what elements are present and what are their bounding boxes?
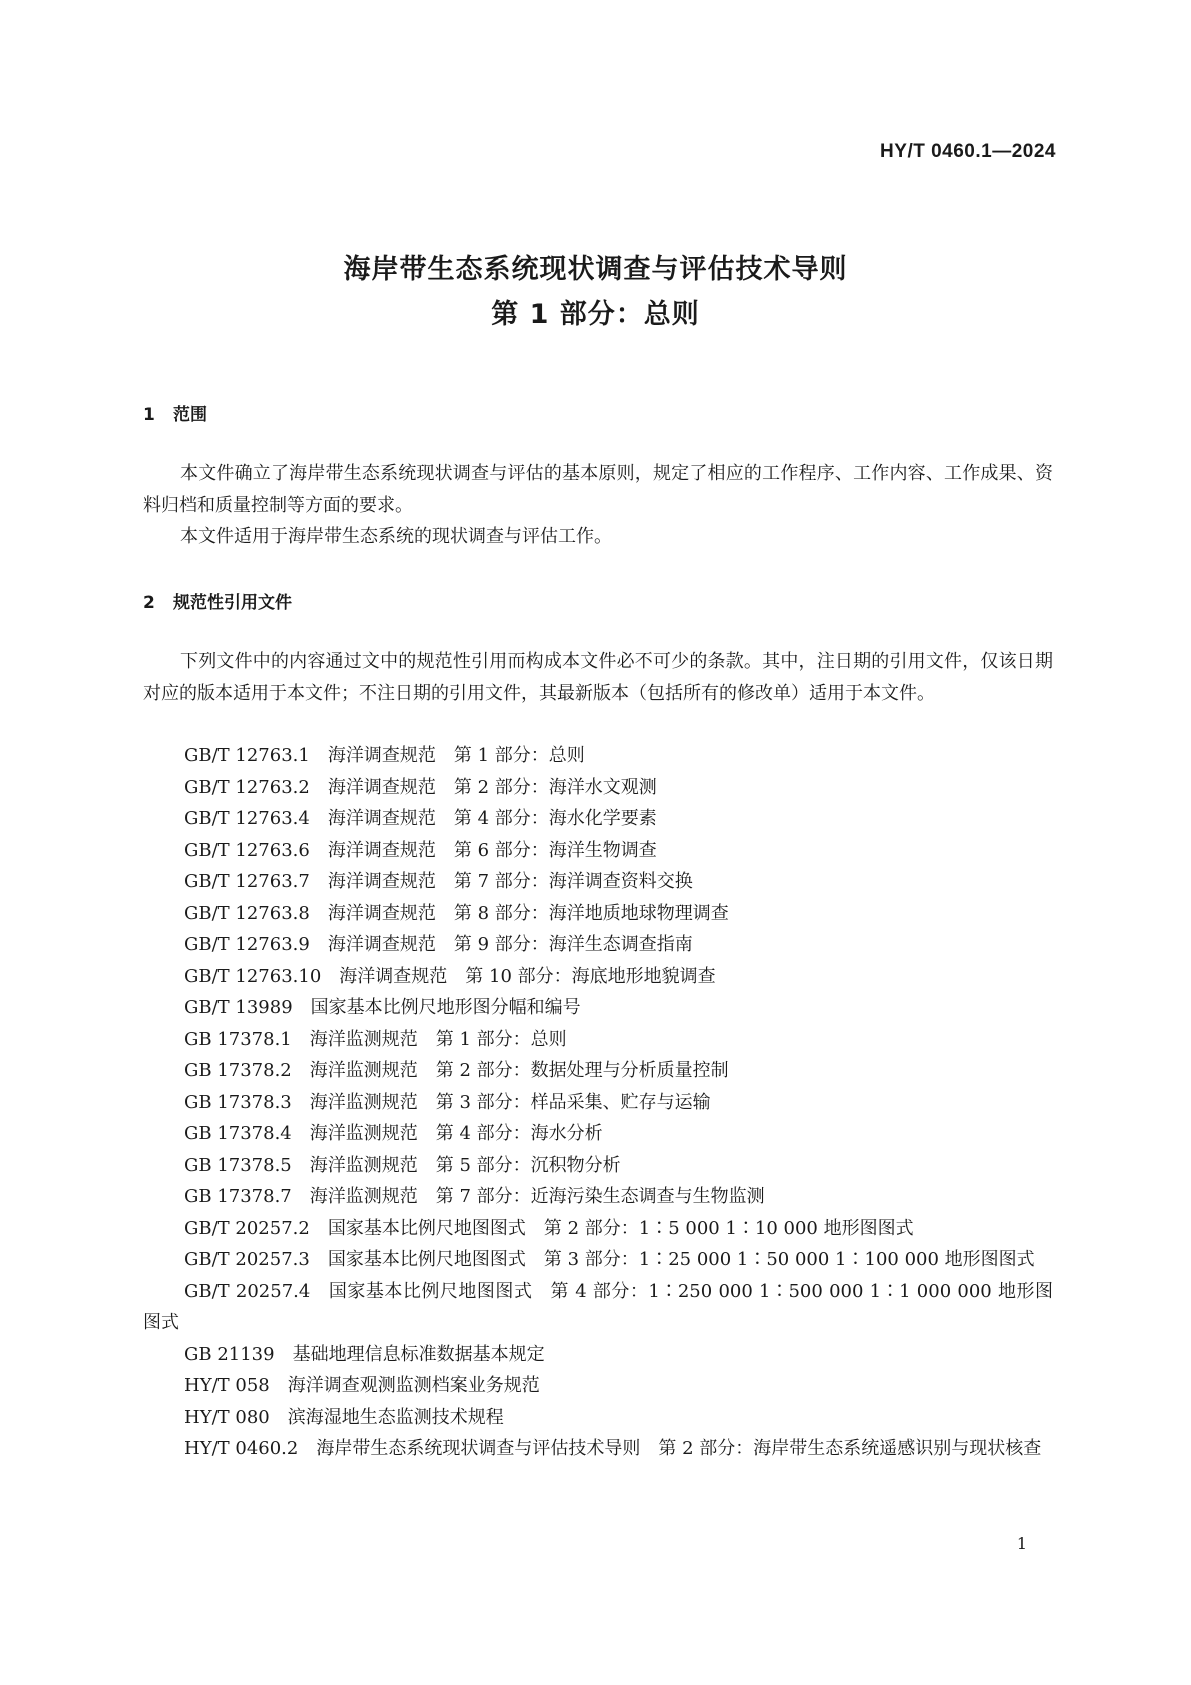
- section-number: 2: [143, 593, 155, 613]
- scope-paragraph-1: 本文件确立了海岸带生态系统现状调查与评估的基本原则，规定了相应的工作程序、工作内容、工作成果、资料归档和质量控制等方面的要求。: [143, 463, 1053, 516]
- reference-code: HY/T 0460.2: [184, 1438, 299, 1459]
- reference-item: [143, 1370, 1053, 1402]
- reference-code: HY/T 058: [184, 1375, 270, 1396]
- reference-part: 第 2 部分：海洋水文观测: [453, 776, 657, 798]
- section-number: 1: [143, 405, 155, 425]
- reference-part: 第 3 部分：1∶25 000 1∶50 000 1∶100 000 地形图图式: [543, 1249, 1035, 1270]
- reference-item: [143, 740, 1053, 772]
- reference-title: 国家基本比例尺地图图式: [327, 1217, 526, 1239]
- title-line-1: 海岸带生态系统现状调查与评估技术导则: [343, 254, 848, 285]
- reference-part: 第 2 部分：海岸带生态系统遥感识别与现状核查: [658, 1438, 1042, 1459]
- reference-code: GB 17378.4: [184, 1123, 292, 1144]
- reference-code: GB/T 12763.4: [184, 808, 310, 829]
- reference-title: 海洋监测规范: [309, 1060, 418, 1081]
- reference-title: 海洋监测规范: [309, 1028, 418, 1050]
- reference-title: 海洋调查规范: [327, 839, 436, 861]
- reference-title: 海洋调查规范: [327, 776, 436, 798]
- reference-code: GB 17378.5: [184, 1154, 292, 1176]
- reference-code: GB 17378.7: [184, 1186, 292, 1207]
- reference-item: [143, 992, 1053, 1024]
- reference-item: [143, 1181, 1053, 1213]
- reference-title: 国家基本比例尺地形图分幅和编号: [310, 997, 581, 1018]
- section-title: 范围: [173, 405, 207, 425]
- page-number: 1: [1016, 1534, 1027, 1553]
- reference-title: 海洋调查规范: [339, 965, 448, 987]
- reference-part: 第 2 部分：1∶5 000 1∶10 000 地形图图式: [543, 1217, 914, 1239]
- reference-code: GB/T 12763.10: [184, 965, 322, 987]
- reference-code: GB/T 13989: [184, 997, 293, 1018]
- reference-code: GB 17378.2: [184, 1060, 292, 1081]
- reference-item: [143, 1024, 1053, 1056]
- reference-part: 第 1 部分：总则: [453, 745, 585, 766]
- reference-part: 第 10 部分：海底地形地貌调查: [465, 965, 716, 987]
- reference-item: [143, 803, 1053, 835]
- reference-code: GB/T 12763.7: [184, 871, 310, 892]
- title-line-2: 第 1 部分：总则: [491, 299, 700, 330]
- reference-code: GB/T 12763.6: [184, 839, 310, 861]
- reference-item: [143, 866, 1053, 898]
- reference-title: 国家基本比例尺地图图式: [328, 1280, 533, 1302]
- reference-item: [143, 898, 1053, 930]
- references-intro-paragraph: 下列文件中的内容通过文中的规范性引用而构成本文件必不可少的条款。其中，注日期的引用文件，仅该日期对应的版本适用于本文件；不注日期的引用文件，其最新版本（包括所有的修改单）适用于本文件。: [143, 651, 1053, 704]
- reference-item: [143, 1276, 1053, 1339]
- reference-code: HY/T 080: [184, 1406, 270, 1428]
- reference-title: 海洋监测规范: [309, 1154, 418, 1176]
- scope-paragraph-2: 本文件适用于海岸带生态系统的现状调查与评估工作。: [180, 526, 612, 547]
- reference-item: [143, 835, 1053, 867]
- reference-title: 国家基本比例尺地图图式: [327, 1249, 526, 1270]
- reference-item: [143, 1402, 1053, 1434]
- reference-item: [143, 1213, 1053, 1245]
- reference-title: 基础地理信息标准数据基本规定: [292, 1343, 545, 1365]
- reference-item: [143, 1339, 1053, 1371]
- reference-item: [143, 772, 1053, 804]
- reference-list: [143, 740, 1053, 1465]
- reference-part: 第 4 部分：海水分析: [435, 1123, 603, 1144]
- section-1-heading: [143, 400, 207, 425]
- section-2-heading: [143, 588, 292, 613]
- reference-part: 第 4 部分：海水化学要素: [453, 808, 657, 829]
- reference-item: [143, 961, 1053, 993]
- reference-part: 第 5 部分：沉积物分析: [435, 1154, 621, 1176]
- reference-title: 海洋监测规范: [309, 1186, 418, 1207]
- reference-code: GB 21139: [184, 1343, 275, 1365]
- section-title: 规范性引用文件: [173, 593, 292, 613]
- reference-item: [143, 1087, 1053, 1119]
- reference-part: 第 6 部分：海洋生物调查: [453, 839, 657, 861]
- reference-title: 海洋调查规范: [327, 934, 436, 955]
- reference-part: 第 4 部分：1∶250 000 1∶500 000 1∶1 000 000 地形图图式: [143, 1280, 1053, 1333]
- reference-item: [143, 1150, 1053, 1182]
- document-code: HY/T 0460.1—2024: [880, 141, 1056, 162]
- reference-code: GB/T 20257.3: [184, 1249, 310, 1270]
- reference-code: GB/T 20257.2: [184, 1217, 310, 1239]
- reference-title: 海洋调查规范: [327, 808, 436, 829]
- reference-item: [143, 1433, 1053, 1465]
- reference-part: 第 2 部分：数据处理与分析质量控制: [435, 1060, 729, 1081]
- reference-part: 第 3 部分：样品采集、贮存与运输: [435, 1091, 711, 1113]
- reference-title: 海洋调查规范: [327, 902, 436, 924]
- reference-code: GB/T 12763.8: [184, 902, 310, 924]
- reference-code: GB/T 20257.4: [184, 1280, 311, 1302]
- reference-code: GB/T 12763.2: [184, 776, 310, 798]
- reference-title: 海洋调查观测监测档案业务规范: [287, 1375, 540, 1396]
- reference-part: 第 7 部分：近海污染生态调查与生物监测: [435, 1186, 765, 1207]
- reference-item: [143, 929, 1053, 961]
- reference-item: [143, 1244, 1053, 1276]
- reference-title: 滨海湿地生态监测技术规程: [287, 1406, 504, 1428]
- reference-code: GB 17378.1: [184, 1028, 292, 1050]
- reference-code: GB 17378.3: [184, 1091, 292, 1113]
- reference-code: GB/T 12763.1: [184, 745, 310, 766]
- reference-title: 海洋调查规范: [327, 745, 436, 766]
- reference-part: 第 8 部分：海洋地质地球物理调查: [453, 902, 729, 924]
- reference-title: 海洋监测规范: [309, 1123, 418, 1144]
- reference-title: 海洋调查规范: [327, 871, 436, 892]
- reference-title: 海岸带生态系统现状调查与评估技术导则: [316, 1438, 641, 1459]
- reference-part: 第 7 部分：海洋调查资料交换: [453, 871, 693, 892]
- reference-part: 第 1 部分：总则: [435, 1028, 567, 1050]
- reference-title: 海洋监测规范: [309, 1091, 418, 1113]
- reference-code: GB/T 12763.9: [184, 934, 310, 955]
- reference-item: [143, 1118, 1053, 1150]
- reference-item: [143, 1055, 1053, 1087]
- reference-part: 第 9 部分：海洋生态调查指南: [453, 934, 693, 955]
